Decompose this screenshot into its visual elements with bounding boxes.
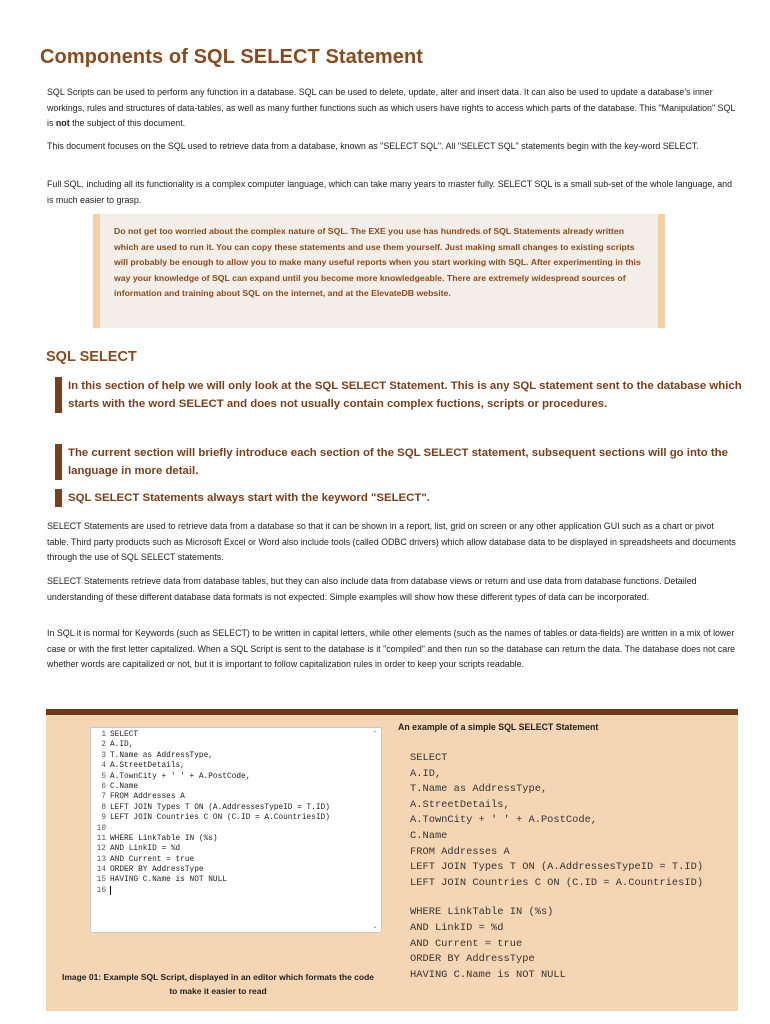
- line-code: A.TownCity + ' ' + A.PostCode,: [110, 772, 251, 781]
- line-code: LEFT JOIN Countries C ON (C.ID = A.CountriesID): [110, 814, 330, 823]
- line-number: 11: [96, 834, 106, 843]
- line-code: AND Current = true: [110, 855, 195, 864]
- intro-emphasis: not: [55, 118, 70, 128]
- sql-line: LEFT JOIN Countries C ON (C.ID = A.CountriesID): [410, 876, 704, 889]
- line-code: A.StreetDetails,: [110, 762, 185, 771]
- line-number: 16: [96, 887, 106, 896]
- line-code: C.Name: [110, 782, 139, 791]
- line-number: 7: [101, 793, 106, 802]
- line-number: 10: [96, 824, 106, 833]
- line-code: WHERE LinkTable IN (%s): [110, 834, 218, 843]
- text-cursor: [110, 886, 111, 895]
- editor-line: [93, 875, 330, 885]
- line-number: 8: [101, 803, 106, 812]
- editor-line: [93, 824, 330, 834]
- editor-line: [93, 844, 330, 854]
- sql-gap: [410, 891, 730, 905]
- line-number: 12: [96, 845, 106, 854]
- editor-line: [93, 803, 330, 813]
- editor-code-lines: [93, 730, 330, 896]
- sql-example-block: [410, 751, 730, 983]
- sql-line: SELECT: [410, 752, 448, 764]
- full-sql-paragraph: Full SQL, including all its functionality is a complex computer language, which can take many years to master fully. SELECT SQL is a small sub-set of the whole language, and is much easier to grasp.: [47, 179, 733, 205]
- sql-line: AND Current = true: [410, 937, 523, 950]
- line-number: 14: [96, 866, 106, 875]
- intro-paragraph: [47, 85, 737, 132]
- sql-line: A.ID,: [410, 767, 442, 780]
- scroll-up-icon: ⌃: [372, 731, 378, 738]
- editor-line: [93, 740, 330, 750]
- scroll-down-icon: ⌄: [372, 923, 378, 930]
- callout-keyword: SQL SELECT Statements always start with the keyword "SELECT".: [55, 489, 745, 507]
- line-code: HAVING C.Name is NOT NULL: [110, 876, 227, 885]
- sql-line: WHERE LinkTable IN (%s): [410, 906, 554, 919]
- editor-line: [93, 865, 330, 875]
- line-number: 1: [101, 731, 106, 739]
- line-number: 13: [96, 855, 106, 864]
- line-code: ORDER BY AddressType: [110, 866, 204, 875]
- editor-line: [93, 886, 330, 896]
- sql-select-part: [410, 751, 730, 891]
- line-number: 5: [101, 772, 106, 781]
- sql-line: C.Name: [410, 829, 448, 842]
- sql-line: HAVING C.Name is NOT NULL: [410, 968, 566, 981]
- editor-line: [93, 772, 330, 782]
- select-usage-paragraph: SELECT Statements are used to retrieve data from a database so that it can be shown in a report, list, grid on screen or any other application GUI such as a chart or pivot table. Third party products such as Microsoft Excel or Word also include tools (called ODBC drivers) which allow database data to be displayed in spreadsheets and documents through the use of SQL SELECT statements.: [47, 521, 736, 562]
- sql-filter-part: [410, 905, 730, 983]
- line-number: 2: [101, 741, 106, 750]
- editor-line: [93, 751, 330, 761]
- intro-text-end: the subject of this document.: [69, 118, 186, 128]
- editor-line: [93, 782, 330, 792]
- line-number: 6: [101, 782, 106, 791]
- editor-line: [93, 730, 330, 740]
- callout-scope: In this section of help we will only look at the SQL SELECT Statement. This is any SQL statement sent to the database which starts with the word SELECT and does not usually contain complex fuctions, scripts or procedures.: [55, 377, 745, 413]
- line-code: LEFT JOIN Types T ON (A.AddressesTypeID = T.ID): [110, 803, 330, 812]
- example-title: An example of a simple SQL SELECT Statement: [398, 722, 599, 732]
- focus-paragraph: This document focuses on the SQL used to retrieve data from a database, known as "SELECT SQL". All "SELECT SQL" statements begin with the key-word SELECT.: [47, 141, 699, 151]
- sql-line: A.TownCity + ' ' + A.PostCode,: [410, 814, 598, 827]
- tip-note-text: Do not get too worried about the complex nature of SQL. The EXE you use has hundreds of SQL Statements already written which are used to run it. You can copy these statements and use them yourself. Just making small changes to existing scripts will probably be enough to allow you to make many useful reports when you start working with SQL. After experimenting in this way your knowledge of SQL can expand until you become more knowledgeable. There are extremely widespread sources of information and training about SQL on the internet, and at the ElevateDB website.: [114, 226, 641, 299]
- editor-line: [93, 834, 330, 844]
- sql-line: A.StreetDetails,: [410, 798, 510, 811]
- sql-line: ORDER BY AddressType: [410, 953, 535, 966]
- code-editor-screenshot: [90, 727, 382, 933]
- image-caption: Image 01: Example SQL Script, displayed in an editor which formats the code to make it easier to read: [61, 972, 375, 996]
- editor-line: [93, 761, 330, 771]
- line-number: 3: [101, 751, 106, 760]
- line-number: 4: [101, 762, 106, 771]
- line-code: T.Name as AddressType,: [110, 751, 213, 760]
- intro-text: SQL Scripts can be used to perform any function in a database. SQL can be used to delete, update, alter and insert data. It can also be used to update a database’s inner workings, rules and structures of data-tables, as well as many further functions such as which users have rights to access which parts of the database. This "Manipulation" SQL is: [47, 87, 736, 128]
- line-code: FROM Addresses A: [110, 793, 185, 802]
- editor-line: [93, 813, 330, 823]
- tip-note: [93, 214, 665, 328]
- editor-line: [93, 855, 330, 865]
- sql-line: AND LinkID = %d: [410, 921, 504, 934]
- line-code: SELECT: [110, 731, 139, 739]
- callout-overview: The current section will briefly introduce each section of the SQL SELECT statement, subsequent sections will go into the language in more detail.: [55, 444, 745, 480]
- sql-line: LEFT JOIN Types T ON (A.AddressesTypeID = T.ID): [410, 861, 704, 874]
- line-number: 9: [101, 814, 106, 823]
- sql-line: T.Name as AddressType,: [410, 783, 548, 796]
- editor-line: [93, 792, 330, 802]
- line-code: AND LinkID = %d: [110, 845, 181, 854]
- data-sources-paragraph: SELECT Statements retrieve data from database tables, but they can also include data from database views or return and use data from database functions. Detailed understanding of these different database data formats is not expected. Simple examples will show how these different types of data can be incorporated.: [47, 576, 697, 602]
- capitalization-paragraph: In SQL it is normal for Keywords (such as SELECT) to be written in capital letters, while other elements (such as the names of tables or data-fields) are written in a mix of lower case or with the first letter capitalized. When a SQL Script is sent to the database is it "compiled" and then run so the database can return the data. The database does not care whether words are capitalized or not, but it is important to follow capitalization rules in order to keep your scripts readable.: [47, 628, 736, 669]
- section-heading: SQL SELECT: [46, 349, 137, 365]
- line-number: 15: [96, 876, 106, 885]
- page-title: Components of SQL SELECT Statement: [40, 46, 424, 68]
- sql-line: FROM Addresses A: [410, 845, 510, 858]
- line-code: A.ID,: [110, 741, 134, 750]
